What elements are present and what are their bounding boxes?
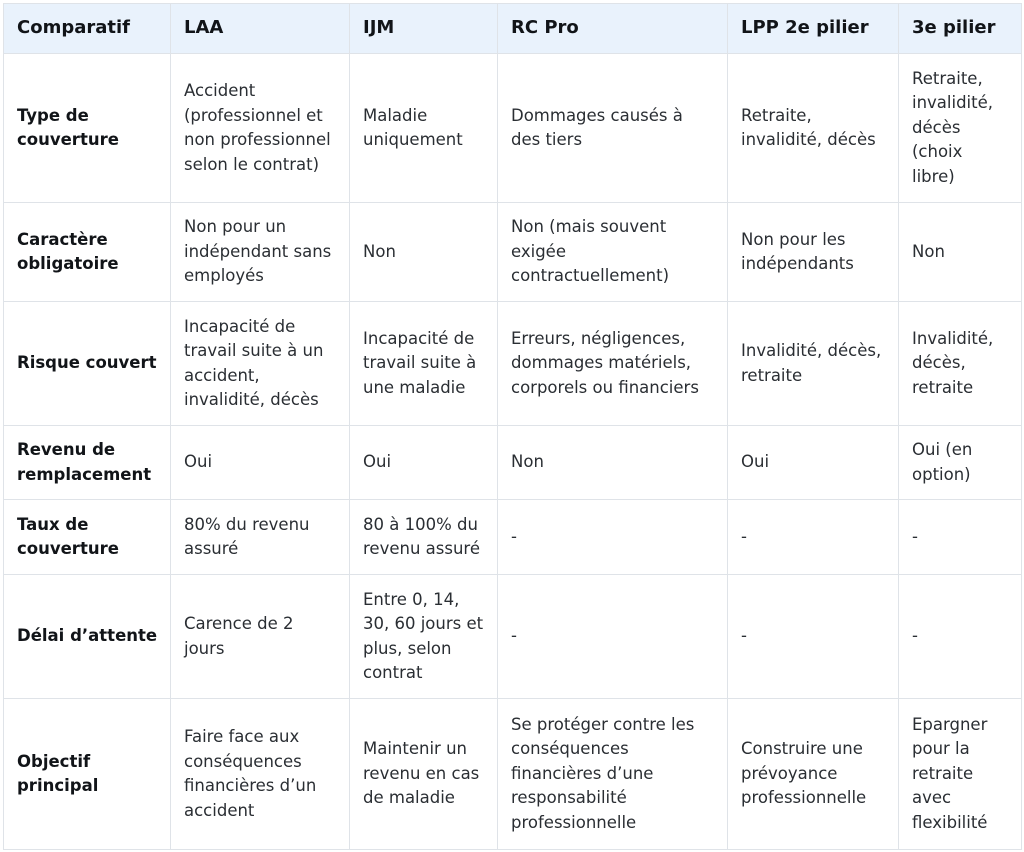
row-label: Taux de couverture [4, 500, 171, 575]
table-cell: Construire une prévoyance professionnelle [728, 699, 899, 850]
row-label: Délai d’attente [4, 575, 171, 699]
table-cell: Epargner pour la retraite avec flexibilité [899, 699, 1022, 850]
header-3e-pilier: 3e pilier [899, 4, 1022, 54]
table-cell: Incapacité de travail suite à un accident, invalidité, décès [171, 302, 350, 426]
table-row [4, 699, 1022, 850]
table-cell: Retraite, invalidité, décès (choix libre) [899, 54, 1022, 203]
table-cell: Invalidité, décès, retraite [728, 302, 899, 426]
table-cell: Non [498, 426, 728, 500]
header-comparatif: Comparatif [4, 4, 171, 54]
table-cell: Retraite, invalidité, décès [728, 54, 899, 203]
table-cell: Oui [728, 426, 899, 500]
table-cell: Dommages causés à des tiers [498, 54, 728, 203]
table-cell: - [899, 575, 1022, 699]
table-header-row [4, 4, 1022, 54]
row-label: Type de couverture [4, 54, 171, 203]
table-cell: - [728, 500, 899, 575]
table-cell: Erreurs, négligences, dommages matériels, corporels ou financiers [498, 302, 728, 426]
table-cell: Carence de 2 jours [171, 575, 350, 699]
table-cell: Oui [350, 426, 498, 500]
table-row [4, 426, 1022, 500]
table-cell: - [899, 500, 1022, 575]
table-cell: Maladie uniquement [350, 54, 498, 203]
table-cell: - [498, 500, 728, 575]
table-row [4, 54, 1022, 203]
row-label: Risque couvert [4, 302, 171, 426]
header-ijm: IJM [350, 4, 498, 54]
table-cell: 80 à 100% du revenu assuré [350, 500, 498, 575]
comparison-table [3, 3, 1022, 850]
table-cell: Non [350, 203, 498, 302]
row-label: Caractère obligatoire [4, 203, 171, 302]
row-label: Revenu de remplacement [4, 426, 171, 500]
table-cell: Maintenir un revenu en cas de maladie [350, 699, 498, 850]
table-cell: Non pour les indépendants [728, 203, 899, 302]
table-cell: Non pour un indépendant sans employés [171, 203, 350, 302]
table-row [4, 500, 1022, 575]
table-row [4, 203, 1022, 302]
table-cell: Accident (professionnel et non professionnel selon le contrat) [171, 54, 350, 203]
header-rc-pro: RC Pro [498, 4, 728, 54]
comparison-table-container [3, 3, 1021, 849]
table-cell: Invalidité, décès, retraite [899, 302, 1022, 426]
table-row [4, 302, 1022, 426]
table-cell: Incapacité de travail suite à une maladie [350, 302, 498, 426]
row-label: Objectif principal [4, 699, 171, 850]
table-cell: Faire face aux conséquences financières d’un accident [171, 699, 350, 850]
header-laa: LAA [171, 4, 350, 54]
table-cell: - [498, 575, 728, 699]
table-row [4, 575, 1022, 699]
table-cell: - [728, 575, 899, 699]
table-cell: Entre 0, 14, 30, 60 jours et plus, selon contrat [350, 575, 498, 699]
table-cell: Non (mais souvent exigée contractuellement) [498, 203, 728, 302]
header-lpp: LPP 2e pilier [728, 4, 899, 54]
table-cell: 80% du revenu assuré [171, 500, 350, 575]
table-cell: Se protéger contre les conséquences financières d’une responsabilité professionnelle [498, 699, 728, 850]
table-cell: Oui (en option) [899, 426, 1022, 500]
table-cell: Oui [171, 426, 350, 500]
table-cell: Non [899, 203, 1022, 302]
